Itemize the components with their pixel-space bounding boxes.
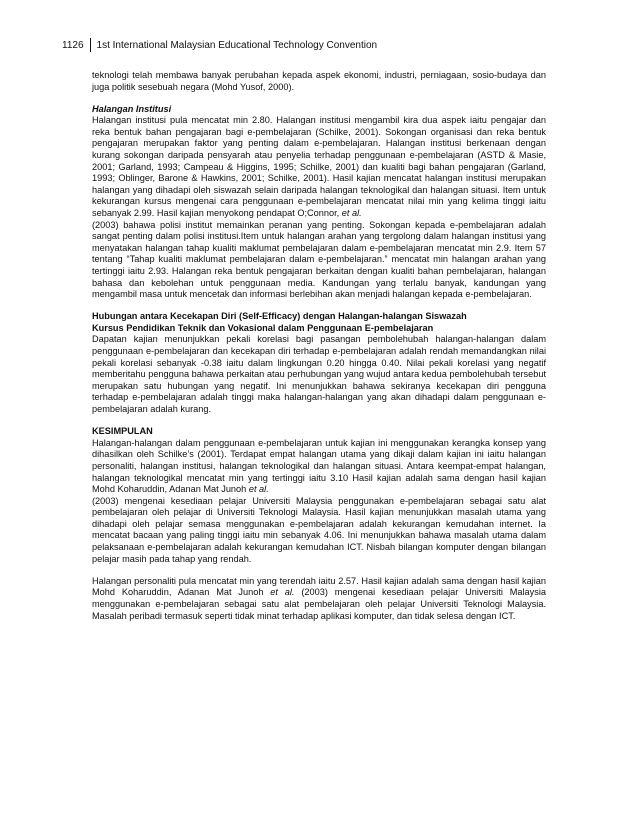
paragraph-text: Halangan institusi pula mencatat min 2.80. Halangan institusi mengambil kira dua aspek iaitu pengajar dan reka bentuk bahan pengajaran bagi e-pembelajaran (Schilke, 2001). Sokongan organisasi dan reka bentuk pengajaran merupakan faktor yang penting dalam e-pembelajaran. Halangan institusi berkenaan dengan kurang sokongan daripada pensyarah atau penyelia terhadap penggunaan e-pembelajaran (ASTD & Masie, 2001; Garland, 1993; Campeau & Higgins, 1995; Schilke, 2001) dan kualiti bagi bahan pengajaran (Garland, 1993; Oblinger, Barone & Hawkins, 2001; Schilke, 2001). Hasil kajian mencatat halangan institusi merupakan halangan yang dihadapi oleh siswazah selain daripada halangan teknologikal dan halangan situasi. Item untuk kekurangan kursus mengenai cara penggunaan e-pembelajaran mencatat nilai min yang kelima tinggi iaitu sebanyak 2.99. Hasil kajian menyokong pendapat O;Connor, [92,115,546,219]
paragraph-hubungan: Dapatan kajian menunjukkan pekali korelasi bagi pasangan pembolehubah halangan-halangan dalam penggunaan e-pembelajaran dan kecekapan diri terhadap e-pembelajaran adalah rendah memandangkan nilai pekali korelasi sebanyak -0.38 iaitu dalam lingkungan 0.20 hingga 0.40. Nilai pekali korelasi yang negatif memberitahu pengguna bahawa perkaitan atau perhubungan yang wujud antara kedua pembolehubah tersebut merupakan satu hubungan yang negatif. Ini menunjukkan bahawa sekiranya kecekapan diri pengguna terhadap e-pembelajaran adalah tinggi maka halangan-halangan yang akan dihadapi dalam penggunaan e-pembelajaran adalah kurang. [92,334,546,415]
paragraph-text-continued: (2003) bahawa polisi institut memainkan peranan yang penting. Sokongan kepada e-pembelajaran adalah sangat penting dalam polisi institusi.Item untuk halangan arahan yang tergolong dalam halangan institusi yang menyatakan halangan tahap kualiti maklumat pembelajaran dalam e-pembelajaran mencatat min 2.9. Item 57 tentang “Tahap kualiti maklumat pembelajaran dalam e-pembelajaran.” mencatat min halangan arahan yang tertinggi iaitu 2.93. Halangan reka bentuk pengajaran berkaitan dengan kualiti bahan pembelajaran, halangan bahasa dan kebolehan untuk penggunaan media. Kandungan yang terlalu banyak, kandungan yang mengambil masa untuk mencetak dan informasi berlebihan akan menjadi halangan kepada e-pembelajaran. [92,219,546,300]
et-al: et al. [270,587,295,598]
et-al: et al. [248,484,269,495]
paragraph-kesimpulan-2: Halangan personaliti pula mencatat min yang terendah iaitu 2.57. Hasil kajian adalah sama dengan hasil kajian Mohd Koharuddin, Adanan Mat Junoh et al. (2003) mengenai kesediaan pelajar Universiti Malaysia menggunakan e-pembelajaran sebagai satu alat pembelajaran oleh pelajar Universiti Teknologi Malaysia. Masalah peribadi termasuk seperti tidak minat terhadap aplikasi komputer, dan tidak selesa dengan ICT. [92,575,547,621]
intro-paragraph: teknologi telah membawa banyak perubahan kepada aspek ekonomi, industri, perniagaan, sosio-budaya dan juga politik sesebuah negara (Mohd Yusof, 2000). [92,70,546,92]
section-heading-halangan-institusi: Halangan Institusi [92,103,172,114]
header-divider [90,38,91,52]
et-al: et al. [341,208,362,219]
paragraph-halangan-institusi [92,115,546,301]
paragraph-kesimpulan-1: Halangan-halangan dalam penggunaan e-pembelajaran untuk kajian ini menggunakan kerangka konsep yang dihasilkan oleh Schilke’s (2001). Terdapat empat halangan utama yang dikaji dalam kajian ini iaitu halangan personaliti, halangan institusi, halangan teknologikal dan halangan situasi. Antara keempat-empat halangan, halangan teknologikal mencatat min yang tertinggi iaitu 3.10 Hasil kajian adalah sama dengan hasil kajian Mohd Koharuddin, Adanan Mat Junoh et al. (2003) mengenai kesediaan pelajar Universiti Malaysia penggunakan e-pembelajaran sebagai satu alat pembelajaran oleh pelajar di Universiti Teknologi Malaysia. Hasil kajian menunjukkan masalah utama yang dihadapi oleh pelajar semasa menggunakan e-pembelajaran adalah kekurangan kemudahan internet. Ia mencatat bacaan yang paling tinggi iaitu min sebanyak 4.06. Ini menunjukkan bahawa masalah utama dalam pelaksanaan e-pembelajaran adalah kekurangan kemudahan ICT. Nisbah bilangan komputer dengan bilangan pelajar masih pada tahap yang rendah. [92,437,546,564]
page-body [92,70,546,622]
section-heading-kesimpulan: KESIMPULAN [92,426,153,437]
conference-title: 1st International Malaysian Educational Technology Convention [96,39,378,51]
page-number: 1126 [62,39,84,51]
page-header [62,38,377,52]
section-heading-hubungan: Hubungan antara Kecekapan Diri (Self-Efficacy) dengan Halangan-halangan Siswazah Kursus Pendidikan Teknik dan Vokasional dalam Penggunaan E-pembelajaran [92,311,467,333]
